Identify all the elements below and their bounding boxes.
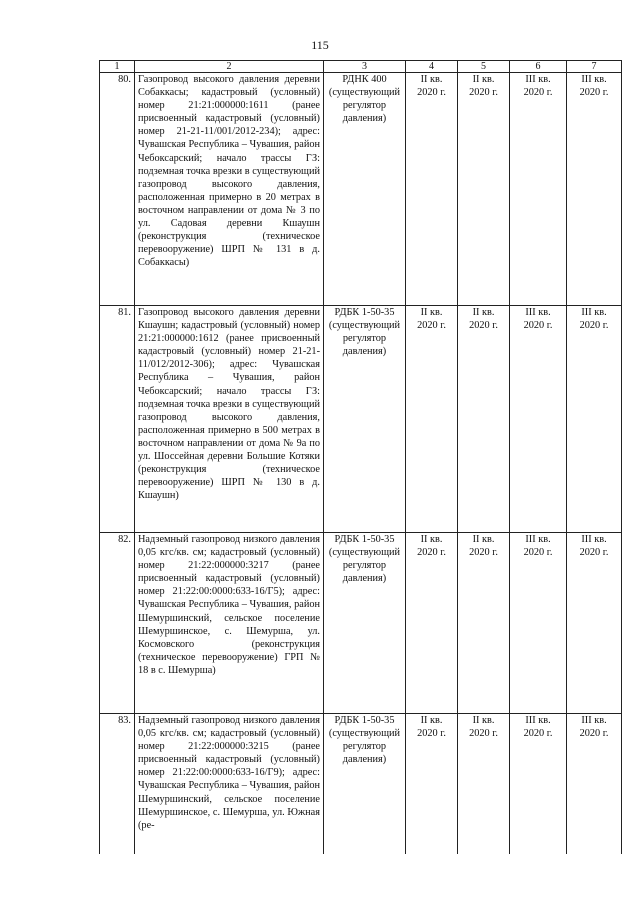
row-equipment: РДБК 1-50-35 (существующий регулятор давления) [324,533,406,714]
column-header-7: 7 [567,61,622,73]
period-quarter: II кв. [472,307,495,318]
period-year: 2020 г. [417,728,446,740]
row-number: 80. [100,73,135,306]
period-quarter: II кв. [420,307,443,318]
row-number: 82. [100,533,135,714]
period-year: 2020 г. [469,87,498,99]
row-period-col7 [567,73,622,306]
column-header-6: 6 [510,61,567,73]
row-period-col7 [567,306,622,533]
period-quarter: III кв. [581,307,607,318]
period-quarter: III кв. [525,534,551,545]
period-quarter: II кв. [472,74,495,85]
period-quarter: II кв. [420,74,443,85]
column-header-4: 4 [406,61,458,73]
table-row [100,306,622,533]
period-year: 2020 г. [579,547,609,559]
period-quarter: III кв. [581,534,607,545]
row-period-col6 [510,306,567,533]
period-quarter: III кв. [525,307,551,318]
period-quarter: II кв. [420,534,443,545]
table-row [100,533,622,714]
row-description: Надземный газопровод низкого давления 0,05 кгс/кв. см; кадастровый (условный) номер 21:22:000000:3215 (ранее присвоенный кадастровый (условный) номер 21:22:00:0000:633-16/Г9); адрес: Чувашская Республика – Чувашия, район Шемуршинский, сельское поселение Шемуршинское, с. Шемурша, ул. Южная (ре- [135,714,324,855]
row-period-col6 [510,714,567,855]
period-quarter: III кв. [581,715,607,726]
period-year: 2020 г. [469,728,498,740]
row-period-col6 [510,73,567,306]
row-period-col5 [458,714,510,855]
period-year: 2020 г. [523,87,553,99]
row-period-col4 [406,714,458,855]
row-period-col4 [406,73,458,306]
column-header-3: 3 [324,61,406,73]
row-description: Надземный газопровод низкого давления 0,05 кгс/кв. см; кадастровый (условный) номер 21:22:000000:3217 (ранее присвоенный кадастровый (условный) номер 21:22:00:0000:633-16/Г5); адрес: Чувашская Республика – Чувашия, район Шемуршинский, сельское поселение Шемуршинское, с. Шемурша, ул. Космовского (реконструкция (техническое перевооружение) ГРП № 18 в с. Шемурша) [135,533,324,714]
column-header-2: 2 [135,61,324,73]
period-quarter: III кв. [525,715,551,726]
row-period-col5 [458,73,510,306]
row-period-col4 [406,533,458,714]
period-year: 2020 г. [469,547,498,559]
period-year: 2020 г. [579,728,609,740]
period-year: 2020 г. [579,87,609,99]
period-year: 2020 г. [469,320,498,332]
period-quarter: III кв. [581,74,607,85]
row-period-col5 [458,533,510,714]
row-period-col7 [567,714,622,855]
period-year: 2020 г. [523,547,553,559]
row-equipment: РДБК 1-50-35 (существующий регулятор давления) [324,714,406,855]
column-number-row [100,61,622,73]
period-quarter: II кв. [472,715,495,726]
table-row [100,73,622,306]
row-period-col5 [458,306,510,533]
row-description: Газопровод высокого давления деревни Кшаушн; кадастровый (условный) номер 21:21:000000:1612 (ранее присвоенный кадастровый (условный) номер 21-21-11/012/2012-306); адрес: Чувашская Республика – Чувашия, район Чебоксарский; начало трассы ГЗ: подземная точка врезки в существующий газопровод высокого давления, расположенная примерно в 500 метрах в восточном направлении от дома № 9а по ул. Шоссейная деревни Большие Котяки (реконструкция (техническое перевооружение) ШРП № 130 в д. Кшаушн) [135,306,324,533]
column-header-5: 5 [458,61,510,73]
period-year: 2020 г. [523,320,553,332]
row-description: Газопровод высокого давления деревни Собаккасы; кадастровый (условный) номер 21:21:000000:1611 (ранее присвоенный кадастровый (условный) номер 21-21-11/001/2012-234); адрес: Чувашская Республика – Чувашия, район Чебоксарский; начало трассы ГЗ: подземная точка врезки в существующий газопровод высокого давления, расположенная примерно в 20 метрах в восточном направлении от дома № 3 по ул. Садовая деревни Кшаушн (реконструкция (техническое перевооружение) ШРП № 131 в д. Собаккасы) [135,73,324,306]
row-equipment: РДБК 1-50-35 (существующий регулятор давления) [324,306,406,533]
period-year: 2020 г. [417,547,446,559]
row-number: 81. [100,306,135,533]
column-header-1: 1 [100,61,135,73]
period-year: 2020 г. [417,320,446,332]
page-number: 115 [311,38,329,52]
register-table [99,60,622,854]
period-quarter: II кв. [420,715,443,726]
row-equipment: РДНК 400 (существующий регулятор давления) [324,73,406,306]
period-quarter: II кв. [472,534,495,545]
row-period-col4 [406,306,458,533]
period-year: 2020 г. [417,87,446,99]
table-row [100,714,622,855]
period-quarter: III кв. [525,74,551,85]
row-period-col6 [510,533,567,714]
period-year: 2020 г. [579,320,609,332]
row-number: 83. [100,714,135,855]
row-period-col7 [567,533,622,714]
period-year: 2020 г. [523,728,553,740]
